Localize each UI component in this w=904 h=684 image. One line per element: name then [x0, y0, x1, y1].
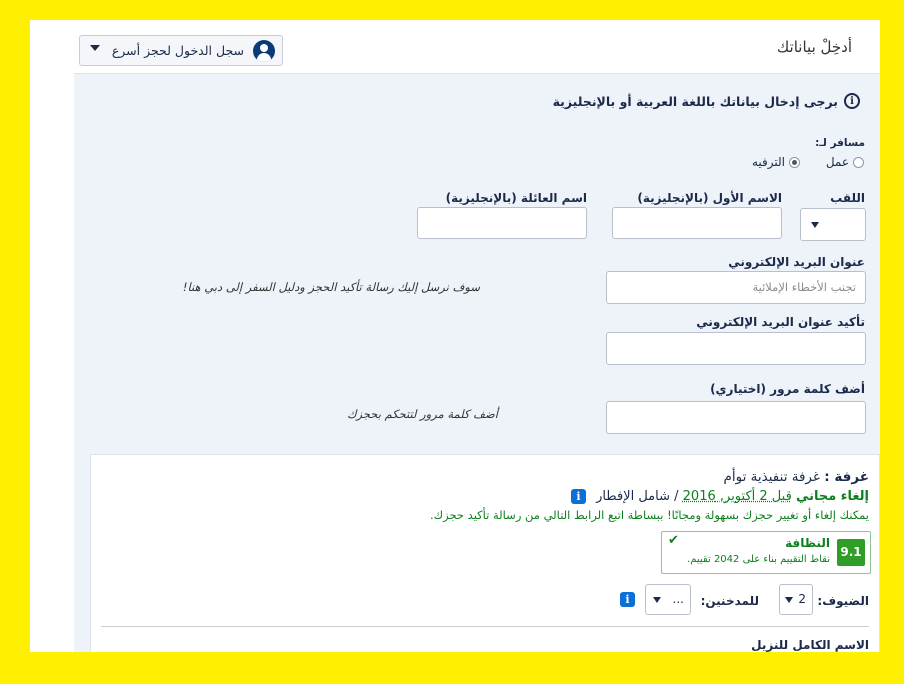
guest-details-form — [74, 73, 880, 652]
radio-leisure-input[interactable] — [789, 157, 800, 168]
login-button[interactable] — [79, 35, 283, 66]
login-button-label: سجل الدخول لحجز أسرع — [111, 43, 244, 58]
guests-label: الضيوف: — [817, 594, 869, 608]
cancellation-policy — [571, 489, 869, 504]
fullname-label: الاسم الكامل للنزيل — [751, 638, 869, 652]
first-name-label: الاسم الأول (بالإنجليزية) — [637, 191, 782, 205]
room-details-card — [90, 454, 880, 652]
meal-plan: / شامل الإفطار — [596, 489, 679, 504]
cancel-deadline[interactable]: قبل 2 أكتوبر, 2016 — [682, 489, 792, 504]
room-name-text: غرفة تنفيذية توأم — [723, 469, 820, 485]
email-input[interactable] — [606, 271, 866, 304]
room-label: غرفة : — [824, 469, 869, 485]
confirm-email-label: تأكيد عنوان البريد الإلكتروني — [696, 315, 865, 329]
guests-value: 2 — [798, 592, 806, 606]
last-name-input[interactable] — [417, 207, 587, 239]
score-subtitle: نقاط التقييم بناء على 2042 تقييم. — [687, 554, 830, 565]
booking-page — [30, 20, 880, 652]
last-name-label: اسم العائلة (بالإنجليزية) — [445, 191, 587, 205]
confirm-email-input[interactable] — [606, 332, 866, 365]
email-placeholder: تجنب الأخطاء الإملائية — [752, 280, 856, 294]
info-icon[interactable]: i — [571, 489, 586, 504]
info-icon: i — [844, 93, 860, 109]
travel-purpose-label: مسافر لـ: — [815, 137, 865, 149]
smokers-select[interactable] — [645, 584, 691, 615]
smokers-value: ... — [672, 592, 684, 606]
chevron-down-icon — [811, 222, 819, 228]
guests-select[interactable] — [779, 584, 813, 615]
cleanliness-score-box — [661, 531, 871, 574]
smokers-label: للمدخنين: — [700, 594, 759, 608]
score-badge: 9.1 — [837, 539, 865, 566]
radio-leisure[interactable] — [752, 155, 800, 169]
first-name-input[interactable] — [612, 207, 782, 239]
cancel-note: يمكنك إلغاء أو تغيير حجزك بسهولة ومجانًا! ببساطة اتبع الرابط التالي من رسالة تأكيد حجزك. — [430, 508, 869, 522]
checkmark-icon: ✔ — [668, 533, 679, 548]
chevron-down-icon — [653, 597, 661, 603]
divider — [101, 626, 869, 627]
user-avatar-icon — [253, 40, 275, 62]
radio-business-label: عمل — [825, 155, 849, 169]
free-cancel-label: إلغاء مجاني — [795, 489, 869, 504]
password-hint: أضف كلمة مرور لتتحكم بحجزك — [347, 407, 498, 421]
radio-business[interactable] — [826, 155, 864, 169]
title-label: اللقب — [830, 191, 865, 205]
radio-leisure-label: الترفيه — [751, 155, 785, 169]
email-hint: سوف نرسل إليك رسالة تأكيد الحجز ودليل السفر إلى دبي هنا! — [182, 280, 480, 294]
room-name — [724, 469, 870, 485]
chevron-down-icon — [785, 597, 793, 603]
title-select[interactable] — [800, 208, 866, 241]
page-title: أدخِلْ بياناتك — [776, 38, 852, 56]
score-title: النظافة — [785, 536, 830, 550]
password-label: أضف كلمة مرور (اختياري) — [710, 382, 865, 396]
chevron-down-icon — [90, 45, 100, 51]
password-input[interactable] — [606, 401, 866, 434]
info-icon[interactable]: i — [620, 592, 635, 607]
radio-business-input[interactable] — [853, 157, 864, 168]
email-label: عنوان البريد الإلكتروني — [728, 255, 865, 269]
language-notice — [553, 93, 860, 109]
language-notice-text: برجى إدخال بياناتك باللغة العربية أو بالإنجليزية — [552, 93, 838, 109]
